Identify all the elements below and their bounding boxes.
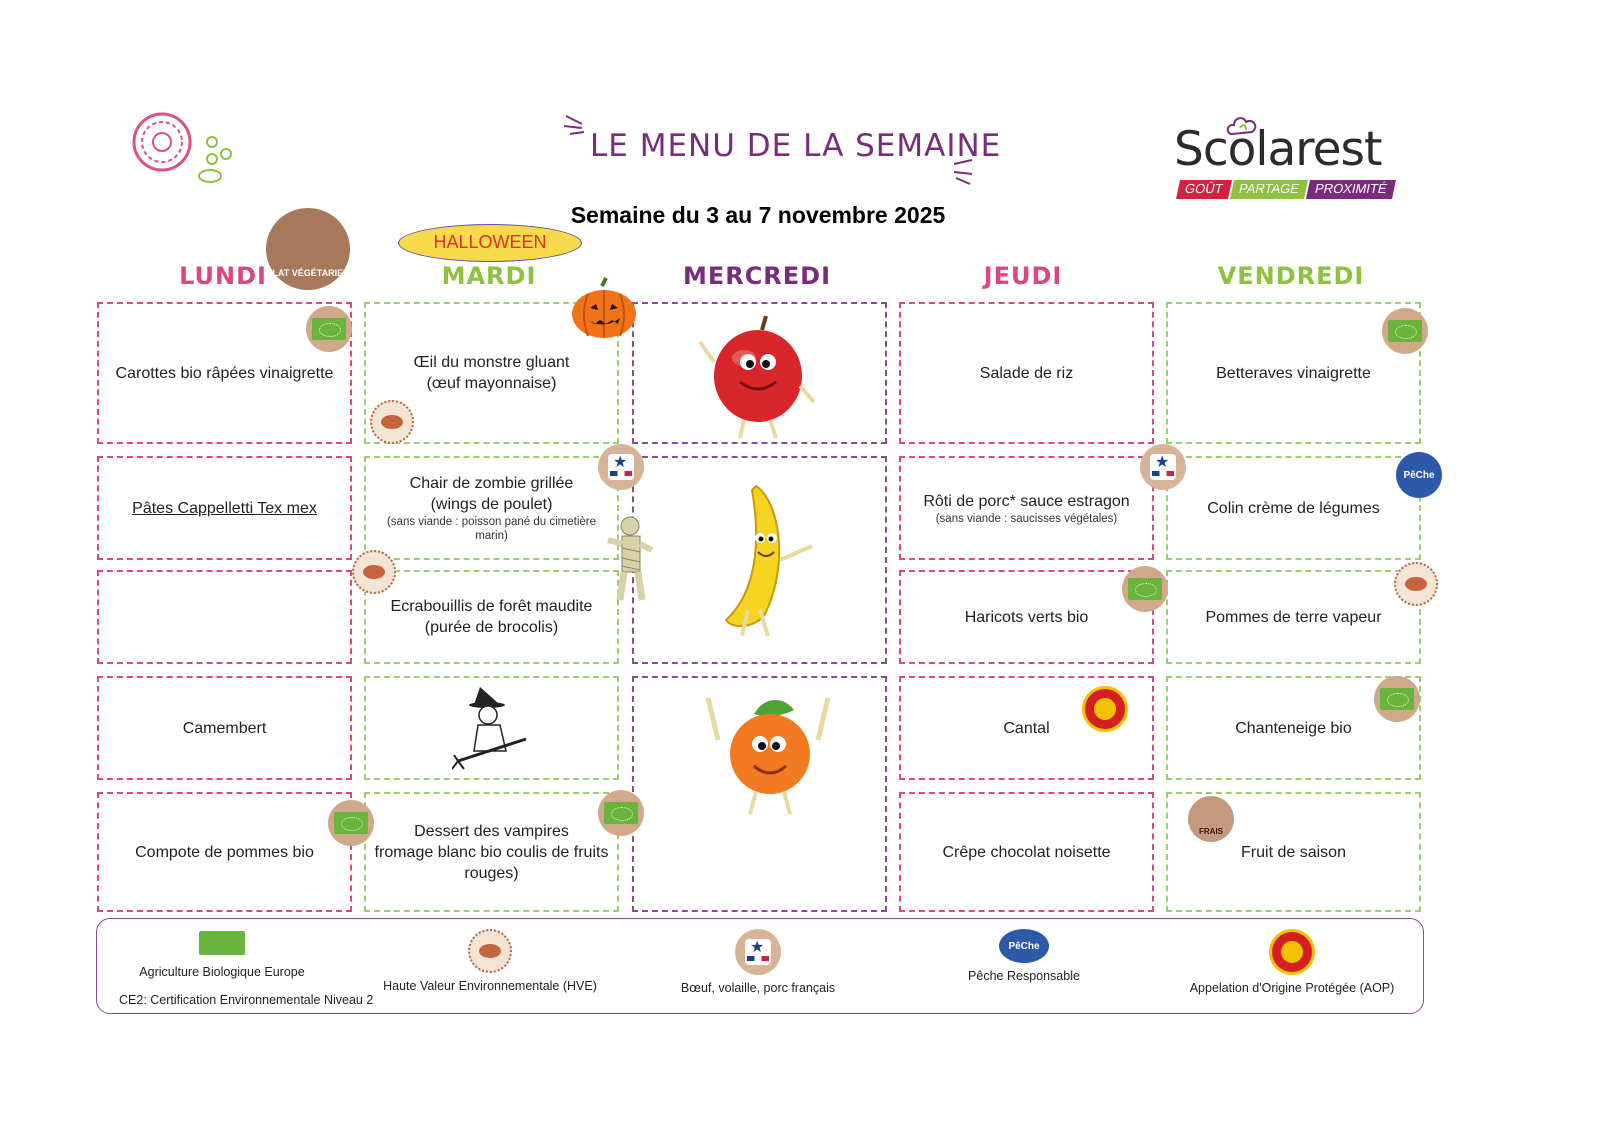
title-deco-right-icon	[950, 158, 976, 186]
brand-logo: Scolarest	[1174, 122, 1382, 177]
aop-label-icon	[1082, 686, 1128, 732]
tagline-gout: GOÛT	[1176, 180, 1232, 199]
aop-label-icon	[1269, 929, 1315, 975]
menu-cell-vendredi-entree: Betteraves vinaigrette	[1166, 302, 1421, 444]
menu-cell-jeudi-plat: Rôti de porc* sauce estragon (sans viande : saucisses végétales)	[899, 456, 1154, 560]
menu-cell-mardi-plat: Chair de zombie grillée (wings de poulet) (sans viande : poisson pané du cimetière marin)	[364, 456, 619, 560]
peche-responsable-icon: PêChe	[999, 929, 1049, 963]
bio-label-icon	[1382, 308, 1428, 354]
banana-character-icon	[708, 480, 838, 640]
menu-logo-icon	[130, 112, 240, 190]
peche-responsable-icon: PêChe	[1396, 452, 1442, 498]
menu-cell-jeudi-accompagnement: Haricots verts bio	[899, 570, 1154, 664]
legend-item-peche: PêChe Pêche Responsable	[899, 919, 1149, 983]
menu-cell-lundi-accompagnement	[97, 570, 352, 664]
legend-box	[96, 918, 1424, 1014]
menu-cell-mardi-entree: Œil du monstre gluant (œuf mayonnaise)	[364, 302, 619, 444]
bio-label-icon	[1122, 566, 1168, 612]
title-deco-left-icon	[562, 112, 588, 138]
french-meat-label-icon	[1140, 444, 1186, 490]
orange-character-icon	[694, 690, 844, 820]
menu-cell-vendredi-plat: Colin crème de légumes	[1166, 456, 1421, 560]
day-header-mardi: MARDI	[441, 262, 537, 290]
french-meat-label-icon	[735, 929, 781, 975]
legend-item-viande-francaise: ★ Bœuf, volaille, porc français	[633, 919, 883, 995]
menu-cell-jeudi-dessert: Crêpe chocolat noisette	[899, 792, 1154, 912]
mummy-icon	[604, 514, 654, 604]
day-header-jeudi: JEUDI	[983, 262, 1063, 290]
menu-cell-mardi-accompagnement: Ecrabouillis de forêt maudite (purée de brocolis)	[364, 570, 619, 664]
legend-item-bio: Agriculture Biologique Europe	[97, 919, 347, 979]
tagline-partage: PARTAGE	[1230, 180, 1308, 199]
menu-cell-jeudi-fromage: Cantal	[899, 676, 1154, 780]
tagline-proximite: PROXIMITÉ	[1306, 180, 1396, 199]
bio-label-icon	[199, 931, 245, 955]
vegetarian-dish-badge: PLAT VÉGÉTARIEN	[266, 208, 350, 290]
hve-label-icon	[370, 400, 414, 444]
hve-label-icon	[468, 929, 512, 973]
french-meat-label-icon	[598, 444, 644, 490]
menu-cell-vendredi-fromage: Chanteneige bio	[1166, 676, 1421, 780]
hve-label-icon	[1394, 562, 1438, 606]
hve-label-icon	[352, 550, 396, 594]
menu-cell-lundi-fromage: Camembert	[97, 676, 352, 780]
legend-item-hve: Haute Valeur Environnementale (HVE)	[365, 919, 615, 993]
week-subtitle: Semaine du 3 au 7 novembre 2025	[570, 202, 946, 228]
menu-cell-lundi-entree: Carottes bio râpées vinaigrette	[97, 302, 352, 444]
bio-label-icon	[1374, 676, 1420, 722]
menu-cell-vendredi-accompagnement: Pommes de terre vapeur	[1166, 570, 1421, 664]
menu-cell-mardi-fromage	[364, 676, 619, 780]
menu-cell-mardi-dessert: Dessert des vampires fromage blanc bio coulis de fruits rouges)	[364, 792, 619, 912]
witch-icon	[452, 683, 532, 773]
bio-label-icon	[328, 800, 374, 846]
menu-cell-vendredi-dessert: Fruit de saison	[1166, 792, 1421, 912]
day-header-lundi: LUNDI	[179, 262, 267, 290]
legend-ce2-note: CE2: Certification Environnementale Niveau 2	[119, 993, 374, 1007]
page-title: LE MENU DE LA SEMAINE	[590, 128, 1002, 164]
pumpkin-icon	[570, 276, 638, 340]
halloween-badge: HALLOWEEN	[398, 224, 582, 262]
day-header-vendredi: VENDREDI	[1217, 262, 1365, 290]
menu-cell-jeudi-entree: Salade de riz	[899, 302, 1154, 444]
day-header-mercredi: MERCREDI	[682, 262, 832, 290]
menu-cell-lundi-plat: Pâtes Cappelletti Tex mex	[97, 456, 352, 560]
apple-character-icon	[696, 312, 826, 442]
fresh-fruit-label-icon: FRAIS	[1188, 796, 1234, 842]
bio-label-icon	[306, 306, 352, 352]
legend-item-aop: Appelation d'Origine Protégée (AOP)	[1167, 919, 1417, 995]
bio-label-icon	[598, 790, 644, 836]
menu-cell-lundi-dessert: Compote de pommes bio	[97, 792, 352, 912]
brand-tagline	[1178, 180, 1395, 199]
